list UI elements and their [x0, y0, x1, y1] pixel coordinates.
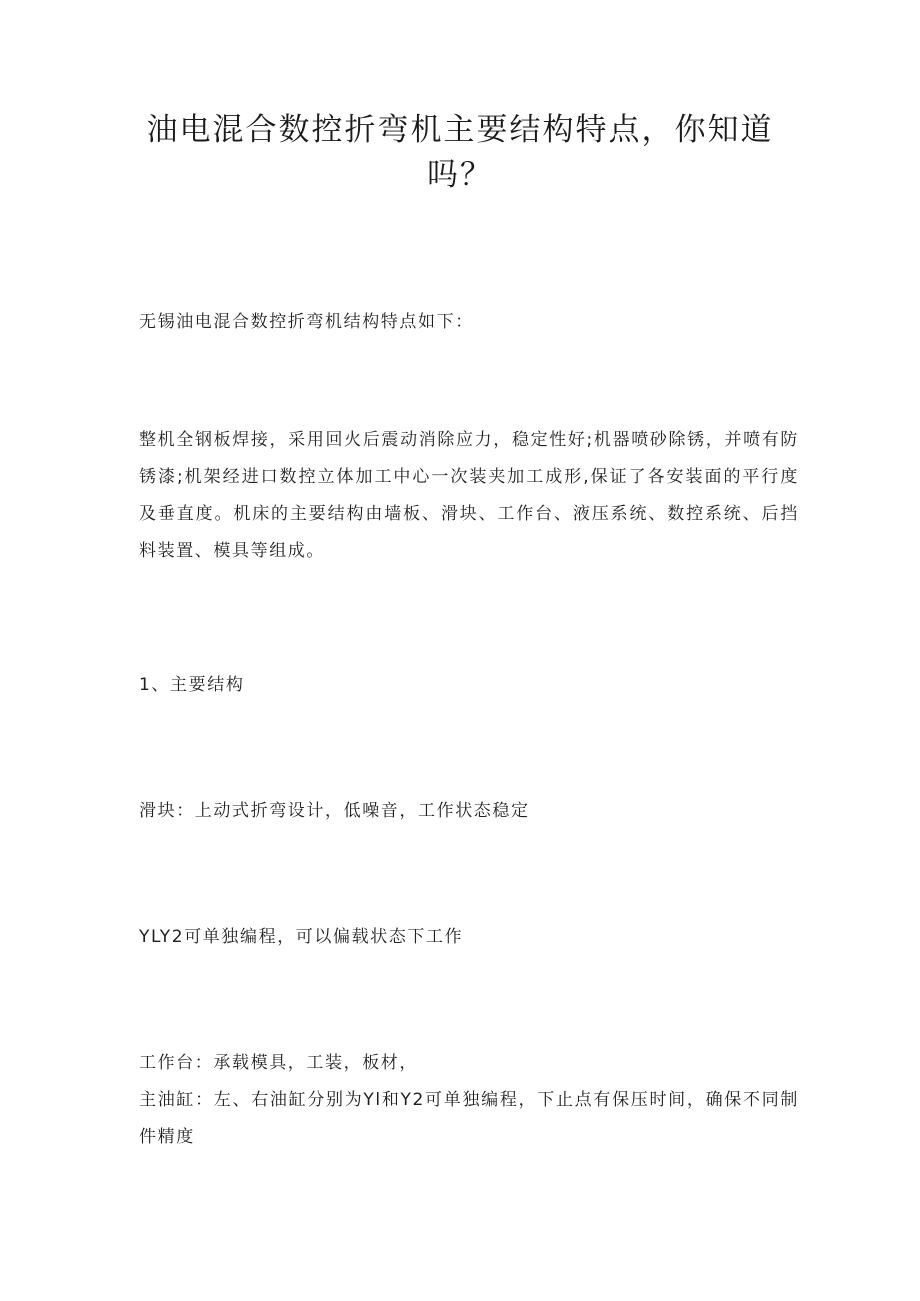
yly2-paragraph: YLY2可单独编程，可以偏载状态下工作: [139, 927, 464, 947]
body-paragraph: 整机全钢板焊接，采用回火后震动消除应力，稳定性好;机器喷砂除锈，并喷有防锈漆;机架经进口数控立体加工中心一次装夹加工成形,保证了各安装面的平行度及垂直度。机床的主要结构由墙板、滑块、工作台、液压系统、数控系统、后挡料装置、模具等组成。: [139, 430, 799, 561]
slider-paragraph: 滑块：上动式折弯设计，低噪音，工作状态稳定: [139, 801, 530, 821]
intro-paragraph: 无锡油电混合数控折弯机结构特点如下：: [139, 312, 474, 332]
worktable-paragraph: 工作台：承载模具，工装，板材，: [139, 1053, 418, 1073]
document-title: 油电混合数控折弯机主要结构特点，你知道吗？: [146, 112, 774, 193]
section-heading: 1、主要结构: [139, 675, 245, 695]
main-cylinder-paragraph: 主油缸：左、右油缸分别为Yl和Y2可单独编程，下止点有保压时间，确保不同制件精度: [139, 1090, 799, 1147]
